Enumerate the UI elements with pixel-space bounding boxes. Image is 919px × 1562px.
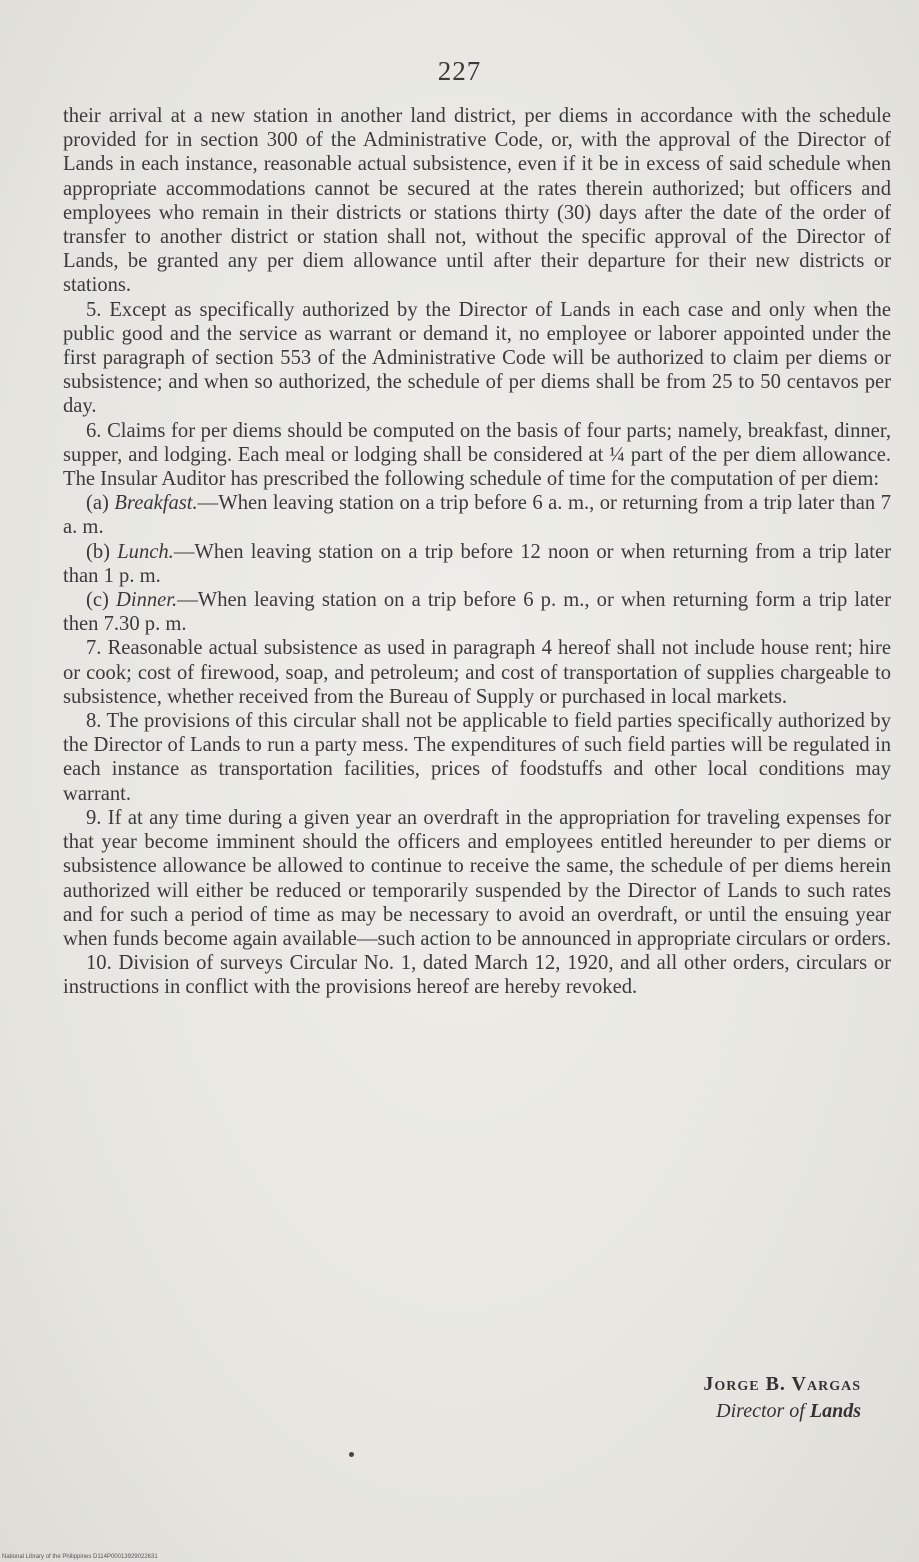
paragraph-7: 7. Reasonable actual subsistence as used in paragraph 4 hereof shall not include house rent; hire or cook; cost of firewood, soap, and petroleum; and cost of transportation of supplies chargeable to subsistence, whether received from the Bureau of Supply or purchased in local markets.: [63, 637, 891, 708]
signatory-title-bold: Lands: [809, 1400, 861, 1422]
ink-dot: [349, 1452, 354, 1457]
paragraph-6b: [63, 540, 891, 588]
paragraph-5: 5. Except as specifically authorized by the Director of Lands in each case and only when the public good and the service as warrant or demand it, no employee or laborer appointed under the first paragraph of section 553 of the Administrative Code will be authorized to claim per diems or subsistence; and when so authorized, the schedule of per diems shall be from 25 to 50 centavos per day.: [63, 298, 891, 418]
paragraph-6: 6. Claims for per diems should be computed on the basis of four parts; namely, breakfast, dinner, supper, and lodging. Each meal or lodging shall be considered at ¼ part of the per diem allowance. The Insular Auditor has prescribed the following schedule of time for the computation of per diem:: [63, 419, 891, 491]
signatory-name: Jorge B. Vargas: [703, 1373, 861, 1395]
signature-block: [703, 1371, 861, 1425]
paragraph-6a: [63, 491, 891, 539]
item-text-c: —When leaving station on a trip before 6 p. m., or when returning form a trip later then 7.30 p. m.: [63, 589, 891, 636]
item-term-lunch: Lunch.: [117, 540, 174, 563]
paragraph-8: 8. The provisions of this circular shall not be applicable to field parties specifically authorized by the Director of Lands to run a party mess. The expenditures of such field parties will be regulated in each instance as transportation facilities, prices of foodstuffs and other local conditions may warrant.: [63, 710, 891, 805]
page-number: 227: [437, 56, 482, 86]
paragraph-6c: [63, 588, 891, 636]
paragraph-continuation: their arrival at a new station in another land district, per diems in accordance with the schedule provided for in section 300 of the Administrative Code, or, with the approval of the Director of Lands in each instance, reasonable actual subsistence, even if it be in excess of said schedule when appropriate accommodations cannot be secured at the rates therein authorized; but officers and employees who remain in their districts or stations thirty (30) days after the date of the order of transfer to another district or station shall not, without the specific approval of the Director of Lands, be granted any per diem allowance until after their departure for their new districts or stations.: [63, 105, 891, 297]
paragraph-10: 10. Division of surveys Circular No. 1, dated March 12, 1920, and all other orders, circulars or instructions in conflict with the provisions hereof are hereby revoked.: [63, 952, 891, 999]
item-text-a: —When leaving station on a trip before 6 a. m., or returning from a trip later than 7 a. m.: [63, 492, 891, 539]
item-text-b: —When leaving station on a trip before 12 noon or when returning from a trip later than 1 p. m.: [63, 540, 891, 587]
item-marker-a: (a): [86, 492, 109, 515]
signatory-title: [703, 1398, 861, 1425]
document-body: [63, 104, 891, 1000]
item-term-breakfast: Breakfast.: [114, 492, 198, 515]
scan-footer: National Library of the Philippines D114P00013929022631: [2, 1554, 158, 1560]
item-term-dinner: Dinner.: [115, 589, 178, 612]
item-marker-b: (b): [86, 540, 111, 563]
paragraph-9: 9. If at any time during a given year an overdraft in the appropriation for traveling expenses for that year become imminent should the officers and employees entitled hereunder to per diems or subsistence allowance be allowed to continue to receive the same, the schedule of per diems herein authorized will either be reduced or temporarily suspended by the Director of Lands to such rates and for such a period of time as may be necessary to avoid an overdraft, or until the ensuing year when funds become again available—such action to be announced in appropriate circulars or orders.: [63, 806, 892, 950]
signatory-title-prefix: Director of: [716, 1400, 810, 1422]
item-marker-c: (c): [86, 589, 109, 612]
